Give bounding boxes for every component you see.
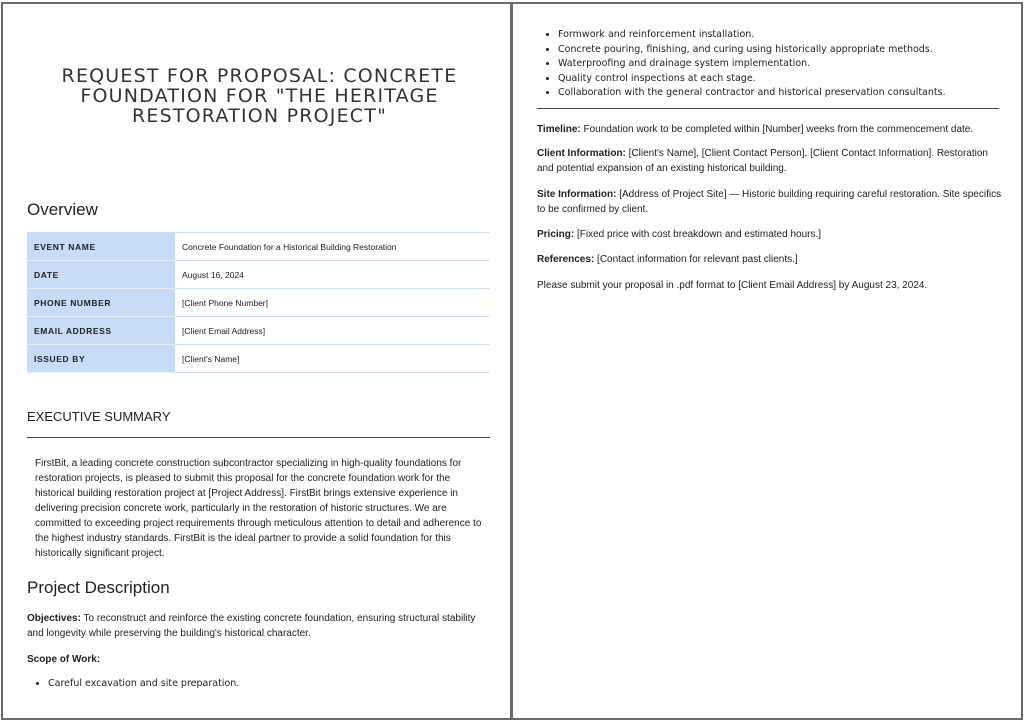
table-row: [27, 233, 490, 261]
list-item: • Careful excavation and site preparation.: [48, 676, 508, 691]
timeline-label: Timeline:: [537, 124, 581, 135]
pricing-paragraph: [537, 227, 1003, 242]
client-information-paragraph: [537, 146, 1003, 176]
overview-key: EVENT NAME: [27, 233, 175, 261]
overview-value: [Client's Name]: [175, 345, 490, 373]
site-information-text: [Address of Project Site] — Historic building requiring careful restoration. Site specifics to be confirmed by client.: [537, 189, 1002, 215]
document-page-1: [1, 2, 512, 720]
table-row: [27, 289, 490, 317]
section-divider: [537, 108, 999, 109]
pricing-text: [Fixed price with cost breakdown and estimated hours.]: [574, 229, 822, 240]
scope-label: Scope of Work:: [27, 654, 101, 665]
objectives-text: To reconstruct and reinforce the existing concrete foundation, ensuring structural stability and longevity while preserving the building's historical character.: [27, 613, 476, 639]
table-row: [27, 345, 490, 373]
client-information-label: Client Information:: [537, 148, 626, 159]
pricing-label: Pricing:: [537, 229, 575, 240]
objectives-paragraph: [27, 611, 493, 641]
table-row: [27, 261, 490, 289]
document-page-2: [511, 2, 1023, 720]
overview-key: ISSUED BY: [27, 345, 175, 373]
list-item: • Concrete pouring, finishing, and curing using historically appropriate methods.: [558, 43, 1018, 58]
site-information-label: Site Information:: [537, 189, 617, 200]
timeline-paragraph: [537, 122, 1003, 137]
list-item: • Collaboration with the general contractor and historical preservation consultants.: [558, 86, 1018, 101]
overview-key: EMAIL ADDRESS: [27, 317, 175, 345]
document-title: REQUEST FOR PROPOSAL: CONCRETE FOUNDATION FOR "THE HERITAGE RESTORATION PROJECT": [61, 65, 458, 127]
objectives-label: Objectives:: [27, 613, 81, 624]
overview-value: Concrete Foundation for a Historical Building Restoration: [175, 233, 490, 261]
timeline-text: Foundation work to be completed within [Number] weeks from the commencement date.: [580, 124, 974, 135]
overview-key: DATE: [27, 261, 175, 289]
overview-value: [Client Email Address]: [175, 317, 490, 345]
references-label: References:: [537, 254, 595, 265]
overview-heading: Overview: [27, 200, 98, 219]
scope-list: [27, 676, 508, 691]
overview-key: PHONE NUMBER: [27, 289, 175, 317]
site-information-paragraph: [537, 187, 1003, 217]
list-item: • Formwork and reinforcement installation.: [558, 28, 1018, 43]
submission-instructions: Please submit your proposal in .pdf format to [Client Email Address] by August 23, 2024.: [537, 280, 928, 291]
references-text: [Contact information for relevant past clients.]: [594, 254, 798, 265]
executive-summary-heading: EXECUTIVE SUMMARY: [27, 409, 171, 424]
section-divider: [27, 437, 490, 438]
table-row: [27, 317, 490, 345]
list-item: • Waterproofing and drainage system implementation.: [558, 57, 1018, 72]
overview-value: [Client Phone Number]: [175, 289, 490, 317]
executive-summary-text: FirstBit, a leading concrete construction subcontractor specializing in high-quality foundations for restoration projects, is pleased to submit this proposal for the concrete foundation work for the historical building restoration project at [Project Address]. FirstBit brings extensive experience in delivering precision concrete work, particularly in the restoration of historic structures. We are committed to exceeding project requirements through meticulous attention to detail and adherence to the highest industry standards. FirstBit is the ideal partner to provide a solid foundation for this historically significant project.: [35, 458, 482, 559]
scope-label-paragraph: [27, 652, 493, 667]
client-information-text: [Client's Name], [Client Contact Person], [Client Contact Information]. Restoration and potential expansion of an existing historical building.: [537, 148, 988, 174]
references-paragraph: [537, 252, 1003, 267]
scope-list-continued: [537, 28, 1018, 101]
overview-value: August 16, 2024: [175, 261, 490, 289]
list-item: • Quality control inspections at each stage.: [558, 72, 1018, 87]
project-description-heading: Project Description: [27, 578, 170, 597]
overview-table: [27, 232, 490, 373]
